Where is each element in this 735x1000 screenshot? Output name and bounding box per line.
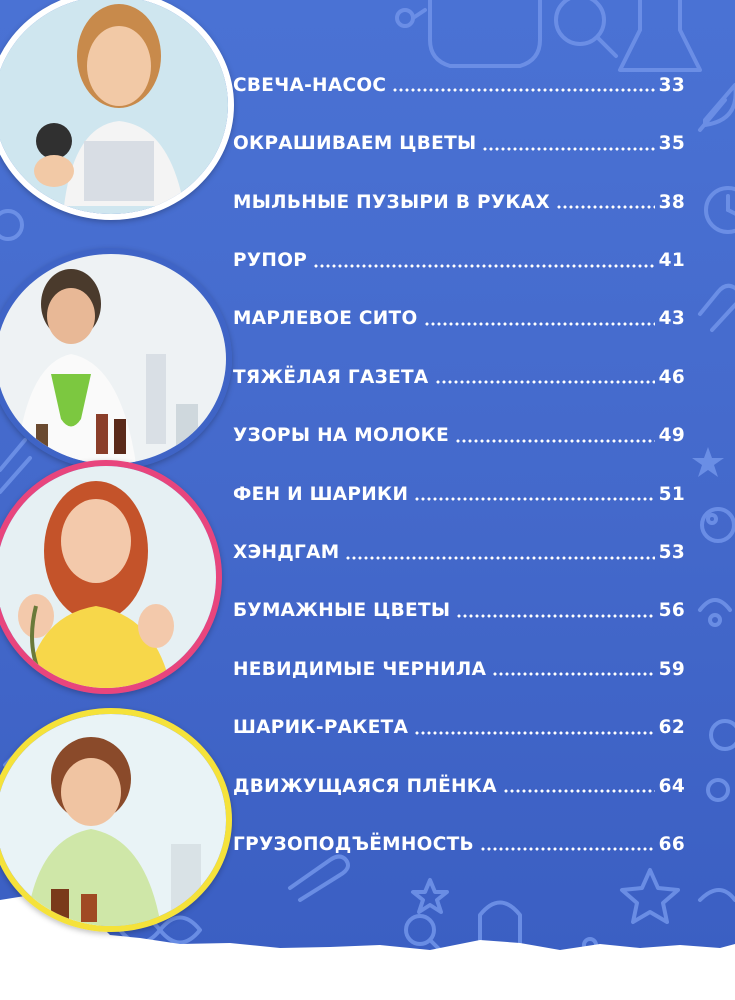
toc-dot-leader: [492, 671, 654, 677]
toc-entry-page: 64: [658, 775, 685, 797]
toc-dot-leader: [345, 555, 654, 561]
toc-entry[interactable]: [233, 751, 685, 809]
toc-dot-leader: [313, 263, 655, 269]
toc-entry-page: 53: [658, 542, 685, 564]
toc-dot-leader: [482, 146, 654, 152]
toc-entry-page: 33: [658, 74, 685, 96]
toc-entry[interactable]: [233, 576, 685, 634]
toc-entry[interactable]: [233, 692, 685, 750]
toc-entry[interactable]: [233, 342, 685, 400]
toc-entry-page: 35: [658, 133, 685, 155]
toc-entry-page: 56: [658, 600, 685, 622]
toc-entry-page: 46: [658, 366, 685, 388]
photo-curly-haired-boy: [0, 708, 232, 932]
toc-dot-leader: [503, 788, 655, 794]
toc-dot-leader: [392, 87, 654, 93]
toc-entry-title: МАРЛЕВОЕ СИТО: [233, 308, 418, 330]
toc-entry[interactable]: [233, 634, 685, 692]
toc-entry-page: 62: [658, 717, 685, 739]
toc-entry-page: 66: [658, 833, 685, 855]
toc-entry[interactable]: [233, 50, 685, 108]
toc-entry-title: ГРУЗОПОДЪЁМНОСТЬ: [233, 833, 474, 855]
toc-entry-title: МЫЛЬНЫЕ ПУЗЫРИ В РУКАХ: [233, 191, 550, 213]
toc-entry-title: НЕВИДИМЫЕ ЧЕРНИЛА: [233, 658, 487, 680]
photo-man-with-flask: [0, 248, 232, 470]
toc-entry-page: 49: [658, 425, 685, 447]
toc-entry-page: 59: [658, 658, 685, 680]
toc-entry-title: ХЭНДГАМ: [233, 542, 340, 564]
toc-entry[interactable]: [233, 459, 685, 517]
photo-red-haired-girl: [0, 460, 222, 694]
toc-dot-leader: [456, 613, 654, 619]
toc-entry[interactable]: [233, 225, 685, 283]
toc-entry[interactable]: [233, 809, 685, 867]
toc-entry-title: ФЕН И ШАРИКИ: [233, 483, 409, 505]
toc-dot-leader: [435, 379, 655, 385]
toc-dot-leader: [556, 204, 655, 210]
toc-dot-leader: [480, 846, 655, 852]
toc-entry-page: 43: [658, 308, 685, 330]
toc-entry-title: ДВИЖУЩАЯСЯ ПЛЁНКА: [233, 775, 497, 797]
toc-entry-title: ТЯЖЁЛАЯ ГАЗЕТА: [233, 366, 429, 388]
toc-dot-leader: [455, 438, 655, 444]
table-of-contents: [233, 50, 685, 867]
toc-entry-title: РУПОР: [233, 250, 308, 272]
toc-entry-title: СВЕЧА-НАСОС: [233, 74, 387, 96]
toc-entry-title: БУМАЖНЫЕ ЦВЕТЫ: [233, 600, 451, 622]
toc-entry[interactable]: [233, 108, 685, 166]
toc-entry[interactable]: [233, 284, 685, 342]
toc-entry[interactable]: [233, 167, 685, 225]
toc-entry-page: 38: [658, 191, 685, 213]
toc-dot-leader: [424, 321, 655, 327]
toc-entry-title: ШАРИК-РАКЕТА: [233, 717, 409, 739]
toc-entry-title: УЗОРЫ НА МОЛОКЕ: [233, 425, 450, 447]
toc-entry-title: ОКРАШИВАЕМ ЦВЕТЫ: [233, 133, 477, 155]
toc-entry-page: 51: [658, 483, 685, 505]
toc-entry-page: 41: [658, 250, 685, 272]
toc-dot-leader: [414, 730, 654, 736]
toc-dot-leader: [414, 496, 654, 502]
toc-entry[interactable]: [233, 517, 685, 575]
toc-entry[interactable]: [233, 400, 685, 458]
